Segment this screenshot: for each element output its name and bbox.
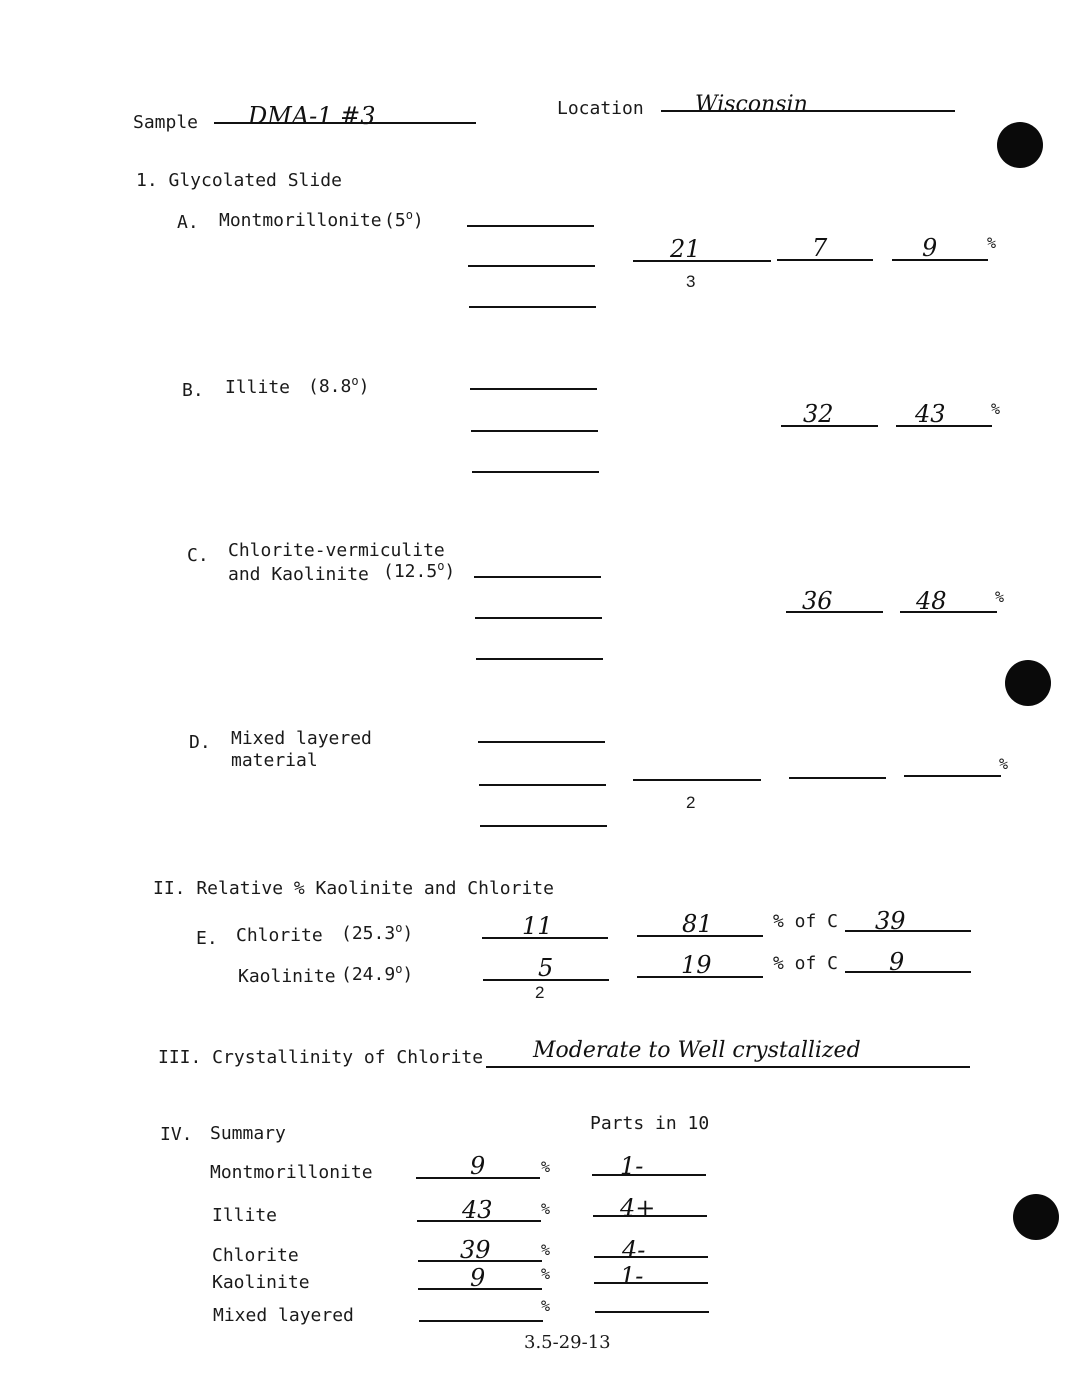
punch-hole-middle <box>1005 660 1051 706</box>
summary-percent-illite: % <box>541 1200 551 1218</box>
chlorite-v3: 39 <box>875 907 906 935</box>
crystallinity-line <box>486 1066 970 1068</box>
sample-underline <box>214 122 476 124</box>
item-a-value-3-line <box>892 259 988 261</box>
summary-name-illite: Illite <box>212 1205 278 1226</box>
chlorite-v1-line <box>482 937 608 939</box>
item-d-blank-1 <box>478 741 605 743</box>
chlorite-v2: 81 <box>682 910 713 938</box>
summary-pct-montmorillonite: 9 <box>470 1152 486 1180</box>
summary-percent-mixed-layered: % <box>541 1297 551 1315</box>
item-c-value-1: 36 <box>802 587 833 615</box>
item-d-blank-3 <box>480 825 607 827</box>
summary-parts-line-mixed-layered <box>595 1311 709 1313</box>
chlorite-v2-line <box>637 935 763 937</box>
sample-label: Sample <box>133 112 199 133</box>
page-code: 3.5-29-13 <box>524 1332 611 1353</box>
item-a-value-1-line <box>633 260 771 262</box>
summary-name-chlorite: Chlorite <box>212 1245 299 1266</box>
kaolinite-name: Kaolinite <box>238 966 336 987</box>
item-a-blank-2 <box>468 265 595 267</box>
item-b-blank-2 <box>471 430 598 432</box>
item-c-blank-1 <box>474 576 601 578</box>
item-a-value-1: 21 <box>670 235 701 263</box>
kaolinite-v1-sub: 2 <box>535 983 545 1002</box>
summary-percent-kaolinite: % <box>541 1265 551 1283</box>
item-b-blank-1 <box>470 388 597 390</box>
kaolinite-pct-of-c: % of C <box>773 953 839 974</box>
summary-pct-line-illite <box>417 1220 541 1222</box>
summary-parts-line-kaolinite <box>594 1282 708 1284</box>
item-d-name-1: Mixed layered <box>231 728 372 749</box>
item-b-value-2-line <box>896 425 992 427</box>
sample-value: DMA-1 #3 <box>248 102 376 130</box>
item-c-name-1: Chlorite-vermiculite <box>228 540 445 561</box>
chlorite-v3-line <box>845 930 971 932</box>
summary-pct-kaolinite: 9 <box>470 1264 486 1292</box>
section1-title: 1. Glycolated Slide <box>136 170 342 191</box>
summary-name-mixed-layered: Mixed layered <box>213 1305 354 1326</box>
item-d-percent: % <box>999 755 1009 773</box>
kaolinite-v2: 19 <box>681 951 712 979</box>
summary-parts-line-chlorite <box>594 1256 708 1258</box>
summary-parts-illite: 4+ <box>620 1194 656 1222</box>
item-c-letter: C. <box>187 545 209 566</box>
summary-name-montmorillonite: Montmorillonite <box>210 1162 373 1183</box>
item-e-angle: (25.3$^o$) <box>341 921 414 944</box>
summary-percent-montmorillonite: % <box>541 1158 551 1176</box>
summary-parts-chlorite: 4- <box>622 1236 646 1264</box>
section4-num: IV. <box>160 1124 193 1145</box>
item-a-blank-3 <box>469 306 596 308</box>
item-d-value-3-line <box>904 775 1001 777</box>
chlorite-v1: 11 <box>522 912 553 940</box>
item-d-value-1-line <box>633 779 761 781</box>
item-e-name: Chlorite <box>236 925 323 946</box>
summary-pct-line-mixed-layered <box>419 1320 543 1322</box>
item-c-value-2: 48 <box>916 587 947 615</box>
summary-pct-line-montmorillonite <box>416 1177 540 1179</box>
punch-hole-top <box>997 122 1043 168</box>
item-c-value-2-line <box>900 611 997 613</box>
item-d-name-2: material <box>231 750 318 771</box>
section4-title: Summary <box>210 1123 286 1144</box>
summary-parts-line-illite <box>593 1215 707 1217</box>
item-b-percent: % <box>991 400 1001 418</box>
summary-parts-montmorillonite: 1- <box>620 1152 644 1180</box>
item-b-name: Illite <box>225 377 291 398</box>
section3-title: III. Crystallinity of Chlorite <box>158 1047 484 1068</box>
kaolinite-v3: 9 <box>889 948 905 976</box>
item-d-blank-2 <box>479 784 606 786</box>
item-a-value-2: 7 <box>812 234 828 262</box>
item-d-value-2-line <box>789 777 886 779</box>
item-b-value-2: 43 <box>915 400 946 428</box>
item-c-blank-3 <box>476 658 603 660</box>
item-b-angle: (8.8$^o$) <box>308 374 370 397</box>
item-b-value-1-line <box>781 425 878 427</box>
location-label: Location <box>557 98 644 119</box>
item-a-name: Montmorillonite <box>219 210 382 231</box>
item-a-angle: (5$^o$) <box>384 208 424 231</box>
item-a-letter: A. <box>177 212 199 233</box>
item-c-value-1-line <box>786 611 883 613</box>
item-c-blank-2 <box>475 617 602 619</box>
item-b-letter: B. <box>182 380 204 401</box>
item-d-sub: 2 <box>686 793 696 812</box>
summary-pct-line-kaolinite <box>418 1288 542 1290</box>
kaolinite-angle: (24.9$^o$) <box>341 962 414 985</box>
punch-hole-bottom <box>1013 1194 1059 1240</box>
item-b-value-1: 32 <box>803 400 834 428</box>
summary-pct-chlorite: 39 <box>460 1236 491 1264</box>
item-e-letter: E. <box>196 928 218 949</box>
summary-name-kaolinite: Kaolinite <box>212 1272 310 1293</box>
item-a-blank-1 <box>467 225 594 227</box>
location-value: Wisconsin <box>695 92 808 117</box>
kaolinite-v1-line <box>483 979 609 981</box>
summary-parts-line-montmorillonite <box>592 1174 706 1176</box>
item-a-percent: % <box>987 234 997 252</box>
crystallinity-value: Moderate to Well crystallized <box>533 1038 861 1063</box>
summary-percent-chlorite: % <box>541 1241 551 1259</box>
parts-in-10-header: Parts in 10 <box>590 1113 710 1134</box>
item-c-angle: (12.5$^o$) <box>383 559 456 582</box>
chlorite-pct-of-c: % of C <box>773 911 839 932</box>
summary-pct-illite: 43 <box>462 1196 493 1224</box>
kaolinite-v2-line <box>637 976 763 978</box>
item-a-value-3: 9 <box>922 234 938 262</box>
item-a-value-2-line <box>777 259 873 261</box>
item-c-percent: % <box>995 588 1005 606</box>
summary-pct-line-chlorite <box>418 1260 542 1262</box>
item-d-letter: D. <box>189 732 211 753</box>
section2-title: II. Relative % Kaolinite and Chlorite <box>153 878 554 899</box>
summary-parts-kaolinite: 1- <box>620 1262 644 1290</box>
item-c-name-2: and Kaolinite <box>228 564 369 585</box>
kaolinite-v3-line <box>845 971 971 973</box>
kaolinite-v1: 5 <box>538 954 554 982</box>
location-underline <box>661 110 955 112</box>
item-b-blank-3 <box>472 471 599 473</box>
item-a-sub: 3 <box>686 272 696 291</box>
